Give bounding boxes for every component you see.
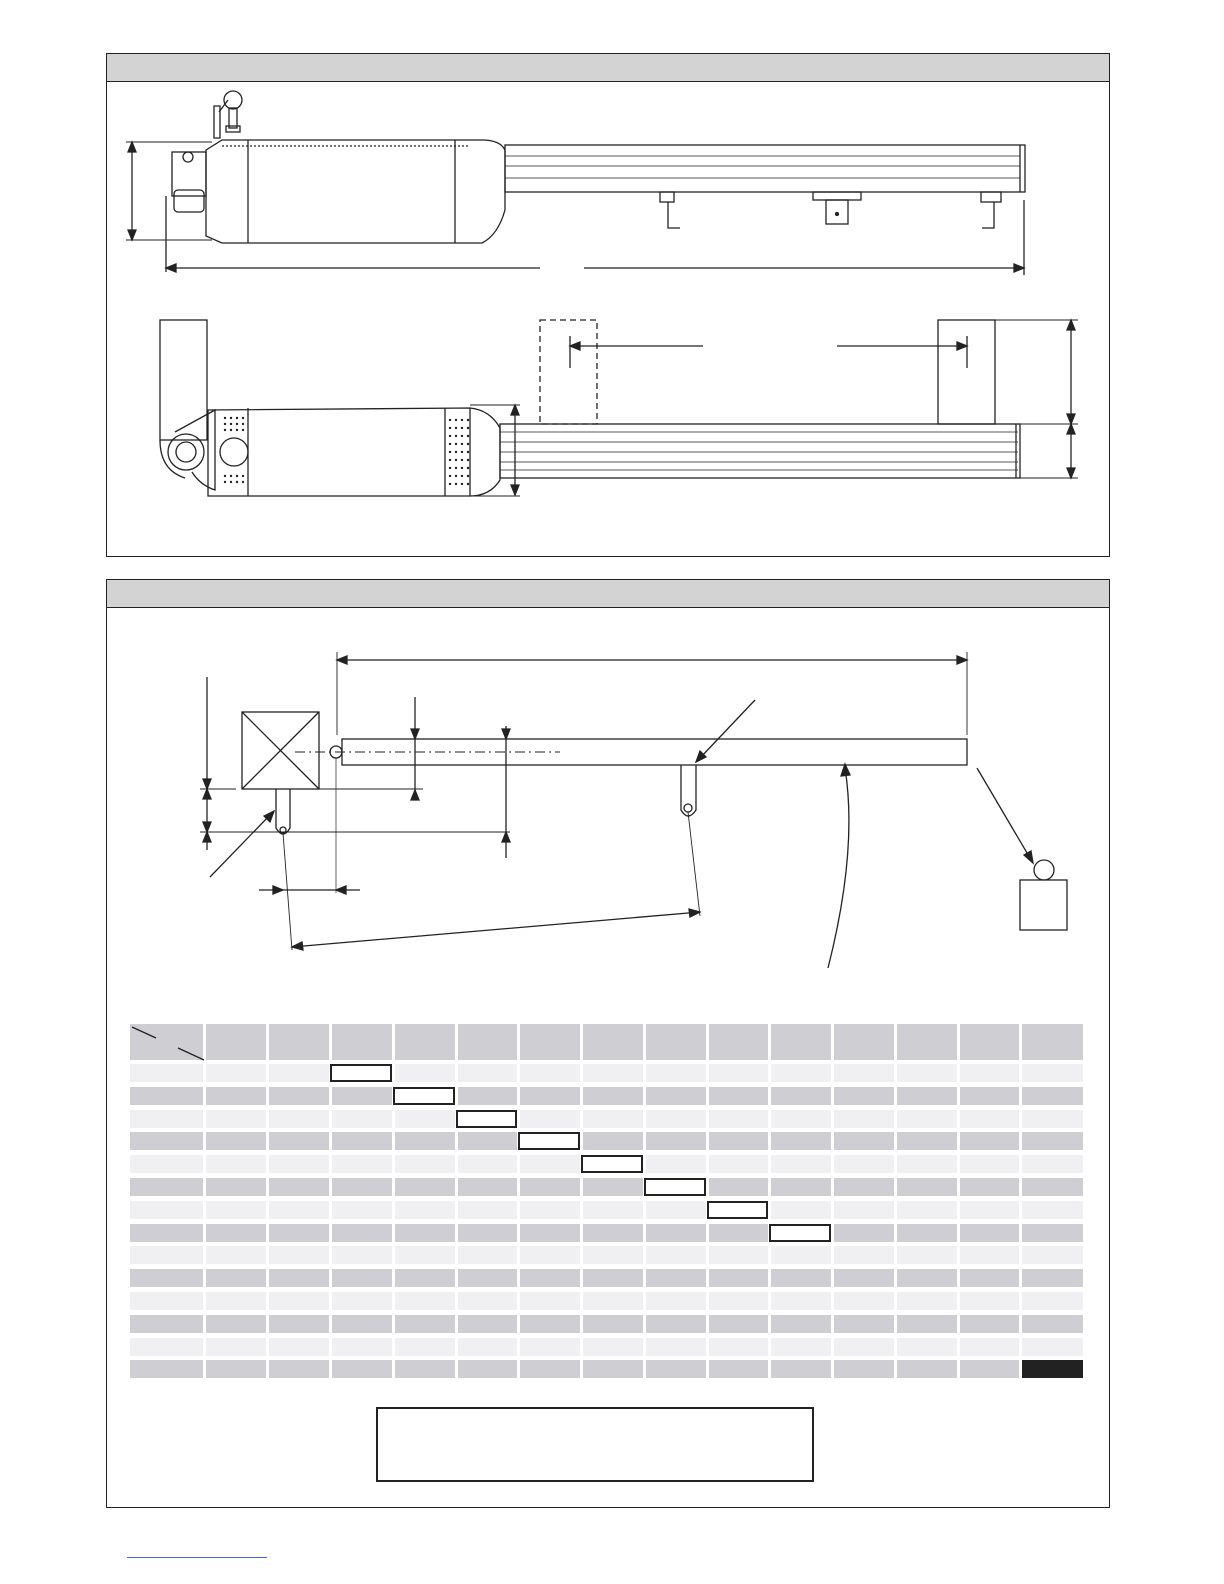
table-cell: [395, 1178, 455, 1196]
table-cell: [395, 1360, 455, 1378]
table-cell: [1022, 1087, 1083, 1105]
table-cell: [646, 1132, 706, 1150]
table-cell: [771, 1201, 831, 1219]
table-cell: [960, 1064, 1019, 1082]
table-cell: [583, 1201, 643, 1219]
table-cell: [458, 1087, 517, 1105]
table-cell: [583, 1224, 643, 1242]
table-cell: [206, 1132, 266, 1150]
table-cell: [960, 1155, 1019, 1173]
table-cell: [130, 1246, 203, 1264]
table-cell: [1022, 1132, 1083, 1150]
table-cell: [897, 1155, 957, 1173]
table-cell: [646, 1064, 706, 1082]
table-cell: [520, 1246, 580, 1264]
actuator-top-view: [160, 320, 1078, 496]
table-cell: [1022, 1110, 1083, 1128]
table-cell-dark: [1022, 1360, 1083, 1378]
table-cell-highlighted: [456, 1110, 517, 1128]
table-cell: [897, 1315, 957, 1333]
table-cell: [206, 1315, 266, 1333]
table-cell: [130, 1064, 203, 1082]
table-cell-highlighted: [330, 1064, 392, 1082]
table-cell: [771, 1360, 831, 1378]
table-cell: [709, 1132, 768, 1150]
table-header-cell: [897, 1024, 957, 1060]
table-cell: [130, 1360, 203, 1378]
table-header-cell: [520, 1024, 580, 1060]
table-header-cell: [834, 1024, 894, 1060]
table-cell: [897, 1292, 957, 1310]
table-cell: [269, 1315, 329, 1333]
table-cell: [1022, 1292, 1083, 1310]
table-cell: [458, 1201, 517, 1219]
table-cell: [269, 1178, 329, 1196]
table-cell: [834, 1064, 894, 1082]
table-cell: [646, 1292, 706, 1310]
table-cell: [520, 1201, 580, 1219]
table-cell: [206, 1064, 266, 1082]
table-cell: [646, 1269, 706, 1287]
table-cell: [897, 1178, 957, 1196]
table-cell: [646, 1155, 706, 1173]
table-cell: [960, 1224, 1019, 1242]
table-cell: [395, 1132, 455, 1150]
table-cell: [1022, 1201, 1083, 1219]
table-cell: [897, 1269, 957, 1287]
table-cell: [332, 1178, 392, 1196]
table-cell: [897, 1360, 957, 1378]
table-cell: [834, 1246, 894, 1264]
table-cell: [897, 1224, 957, 1242]
table-cell: [206, 1246, 266, 1264]
table-cell: [834, 1292, 894, 1310]
table-header-cell: [583, 1024, 643, 1060]
table-cell: [395, 1269, 455, 1287]
table-cell: [771, 1064, 831, 1082]
table-cell: [269, 1224, 329, 1242]
table-cell: [709, 1360, 768, 1378]
table-cell: [646, 1201, 706, 1219]
table-cell: [395, 1246, 455, 1264]
table-cell: [583, 1178, 643, 1196]
table-cell: [206, 1292, 266, 1310]
table-cell: [206, 1110, 266, 1128]
table-cell: [646, 1315, 706, 1333]
table-cell: [771, 1246, 831, 1264]
table-cell: [395, 1064, 455, 1082]
table-cell: [206, 1178, 266, 1196]
table-cell: [709, 1224, 768, 1242]
table-cell: [130, 1178, 203, 1196]
table-cell: [130, 1132, 203, 1150]
table-cell: [520, 1224, 580, 1242]
table-cell: [709, 1110, 768, 1128]
table-cell: [458, 1064, 517, 1082]
table-cell: [269, 1292, 329, 1310]
table-cell: [206, 1360, 266, 1378]
table-cell: [897, 1201, 957, 1219]
table-cell: [960, 1178, 1019, 1196]
table-cell: [395, 1201, 455, 1219]
table-cell: [960, 1360, 1019, 1378]
table-header-cell: [1022, 1024, 1083, 1060]
table-cell: [332, 1246, 392, 1264]
table-cell: [206, 1201, 266, 1219]
table-cell: [332, 1110, 392, 1128]
table-cell: [130, 1110, 203, 1128]
table-cell: [395, 1292, 455, 1310]
table-cell: [583, 1292, 643, 1310]
table-cell: [646, 1110, 706, 1128]
table-cell: [834, 1224, 894, 1242]
table-cell: [1022, 1315, 1083, 1333]
table-cell: [332, 1201, 392, 1219]
table-cell-highlighted: [644, 1178, 706, 1196]
table-header-cell: [960, 1024, 1019, 1060]
table-cell: [520, 1178, 580, 1196]
table-cell: [960, 1338, 1019, 1356]
table-cell: [646, 1246, 706, 1264]
table-cell: [1022, 1064, 1083, 1082]
table-cell: [206, 1155, 266, 1173]
table-header-cell: [771, 1024, 831, 1060]
table-cell: [709, 1315, 768, 1333]
table-cell: [520, 1064, 580, 1082]
table-cell: [709, 1064, 768, 1082]
table-cell: [897, 1246, 957, 1264]
table-cell: [332, 1224, 392, 1242]
table-cell: [583, 1269, 643, 1287]
dimension-table: [130, 1024, 1083, 1380]
table-cell: [583, 1064, 643, 1082]
table-cell: [646, 1087, 706, 1105]
table-cell: [834, 1110, 894, 1128]
vent-holes-left: [224, 417, 244, 483]
vent-holes-right: [449, 419, 469, 485]
table-cell: [897, 1087, 957, 1105]
table-cell: [960, 1201, 1019, 1219]
table-cell: [458, 1224, 517, 1242]
table-cell: [771, 1087, 831, 1105]
table-header-cell: [709, 1024, 768, 1060]
table-cell: [771, 1269, 831, 1287]
table-cell: [395, 1224, 455, 1242]
table-cell: [771, 1315, 831, 1333]
table-cell: [206, 1224, 266, 1242]
table-cell: [130, 1292, 203, 1310]
table-cell: [395, 1155, 455, 1173]
table-cell: [709, 1292, 768, 1310]
table-cell: [834, 1178, 894, 1196]
table-cell: [1022, 1246, 1083, 1264]
table-cell: [269, 1338, 329, 1356]
table-cell: [395, 1315, 455, 1333]
table-cell: [583, 1338, 643, 1356]
table-cell: [960, 1110, 1019, 1128]
table-cell: [771, 1110, 831, 1128]
table-cell: [583, 1315, 643, 1333]
table-cell: [520, 1087, 580, 1105]
table-cell: [206, 1338, 266, 1356]
table-cell: [130, 1087, 203, 1105]
table-cell: [206, 1269, 266, 1287]
table-cell: [520, 1269, 580, 1287]
table-cell: [332, 1338, 392, 1356]
table-cell: [269, 1269, 329, 1287]
table-cell: [269, 1360, 329, 1378]
table-cell: [583, 1110, 643, 1128]
table-cell: [771, 1338, 831, 1356]
table-cell: [834, 1360, 894, 1378]
table-cell: [897, 1110, 957, 1128]
table-cell: [269, 1087, 329, 1105]
table-cell: [646, 1224, 706, 1242]
table-cell: [458, 1269, 517, 1287]
table-header-cell: [458, 1024, 517, 1060]
table-cell: [709, 1338, 768, 1356]
table-cell: [458, 1292, 517, 1310]
table-cell: [897, 1132, 957, 1150]
table-cell: [332, 1292, 392, 1310]
table-cell: [709, 1269, 768, 1287]
table-header-cell: [646, 1024, 706, 1060]
actuator-side-view: [126, 91, 1025, 275]
table-cell: [1022, 1178, 1083, 1196]
table-cell-highlighted: [581, 1155, 643, 1173]
note-box-text: [380, 1412, 810, 1478]
table-cell: [520, 1360, 580, 1378]
table-cell: [395, 1110, 455, 1128]
table-cell: [583, 1246, 643, 1264]
table-cell: [395, 1338, 455, 1356]
table-cell: [206, 1087, 266, 1105]
table-header-cell: [269, 1024, 329, 1060]
table-cell: [709, 1155, 768, 1173]
table-cell: [332, 1360, 392, 1378]
table-cell: [130, 1269, 203, 1287]
table-cell: [458, 1132, 517, 1150]
table-cell: [1022, 1269, 1083, 1287]
table-cell: [834, 1201, 894, 1219]
table-cell: [458, 1315, 517, 1333]
installation-schematic: [200, 652, 1067, 968]
table-cell: [834, 1315, 894, 1333]
table-cell: [458, 1178, 517, 1196]
table-cell: [709, 1178, 768, 1196]
table-cell: [834, 1132, 894, 1150]
table-cell: [960, 1132, 1019, 1150]
table-cell: [332, 1315, 392, 1333]
table-cell: [269, 1155, 329, 1173]
table-cell: [771, 1155, 831, 1173]
table-cell: [771, 1292, 831, 1310]
footer-link-underline: [127, 1557, 267, 1558]
table-cell: [458, 1338, 517, 1356]
table-cell: [269, 1064, 329, 1082]
table-cell: [269, 1246, 329, 1264]
table-cell: [834, 1269, 894, 1287]
table-cell: [130, 1224, 203, 1242]
table-cell: [709, 1087, 768, 1105]
table-cell: [960, 1292, 1019, 1310]
table-cell-highlighted: [393, 1087, 455, 1105]
table-cell: [332, 1155, 392, 1173]
table-corner-diagonal: [130, 1024, 206, 1064]
table-cell: [771, 1178, 831, 1196]
table-cell: [130, 1201, 203, 1219]
table-cell: [960, 1246, 1019, 1264]
table-cell: [834, 1087, 894, 1105]
table-cell: [771, 1132, 831, 1150]
table-cell: [458, 1155, 517, 1173]
table-cell: [269, 1201, 329, 1219]
table-cell: [960, 1315, 1019, 1333]
table-cell: [583, 1087, 643, 1105]
table-cell-highlighted: [707, 1201, 768, 1219]
table-cell: [520, 1292, 580, 1310]
table-cell: [583, 1132, 643, 1150]
table-cell: [897, 1338, 957, 1356]
table-cell: [1022, 1338, 1083, 1356]
table-cell: [332, 1132, 392, 1150]
table-cell: [960, 1087, 1019, 1105]
table-cell: [646, 1338, 706, 1356]
table-cell: [1022, 1224, 1083, 1242]
table-header-cell: [332, 1024, 392, 1060]
table-cell: [269, 1132, 329, 1150]
table-cell: [1022, 1155, 1083, 1173]
table-cell: [332, 1087, 392, 1105]
table-cell: [520, 1315, 580, 1333]
table-cell: [897, 1064, 957, 1082]
table-cell: [130, 1315, 203, 1333]
table-cell: [130, 1338, 203, 1356]
table-cell-highlighted: [769, 1224, 831, 1242]
table-cell: [520, 1110, 580, 1128]
table-header-cell: [395, 1024, 455, 1060]
table-cell-highlighted: [518, 1132, 580, 1150]
table-cell: [709, 1246, 768, 1264]
table-cell: [269, 1110, 329, 1128]
table-cell: [834, 1155, 894, 1173]
table-cell: [332, 1269, 392, 1287]
table-header-cell: [206, 1024, 266, 1060]
table-cell: [458, 1360, 517, 1378]
table-cell: [583, 1360, 643, 1378]
table-cell: [520, 1338, 580, 1356]
table-cell: [960, 1269, 1019, 1287]
table-cell: [834, 1338, 894, 1356]
table-cell: [458, 1246, 517, 1264]
table-cell: [130, 1155, 203, 1173]
table-cell: [646, 1360, 706, 1378]
table-cell: [520, 1155, 580, 1173]
